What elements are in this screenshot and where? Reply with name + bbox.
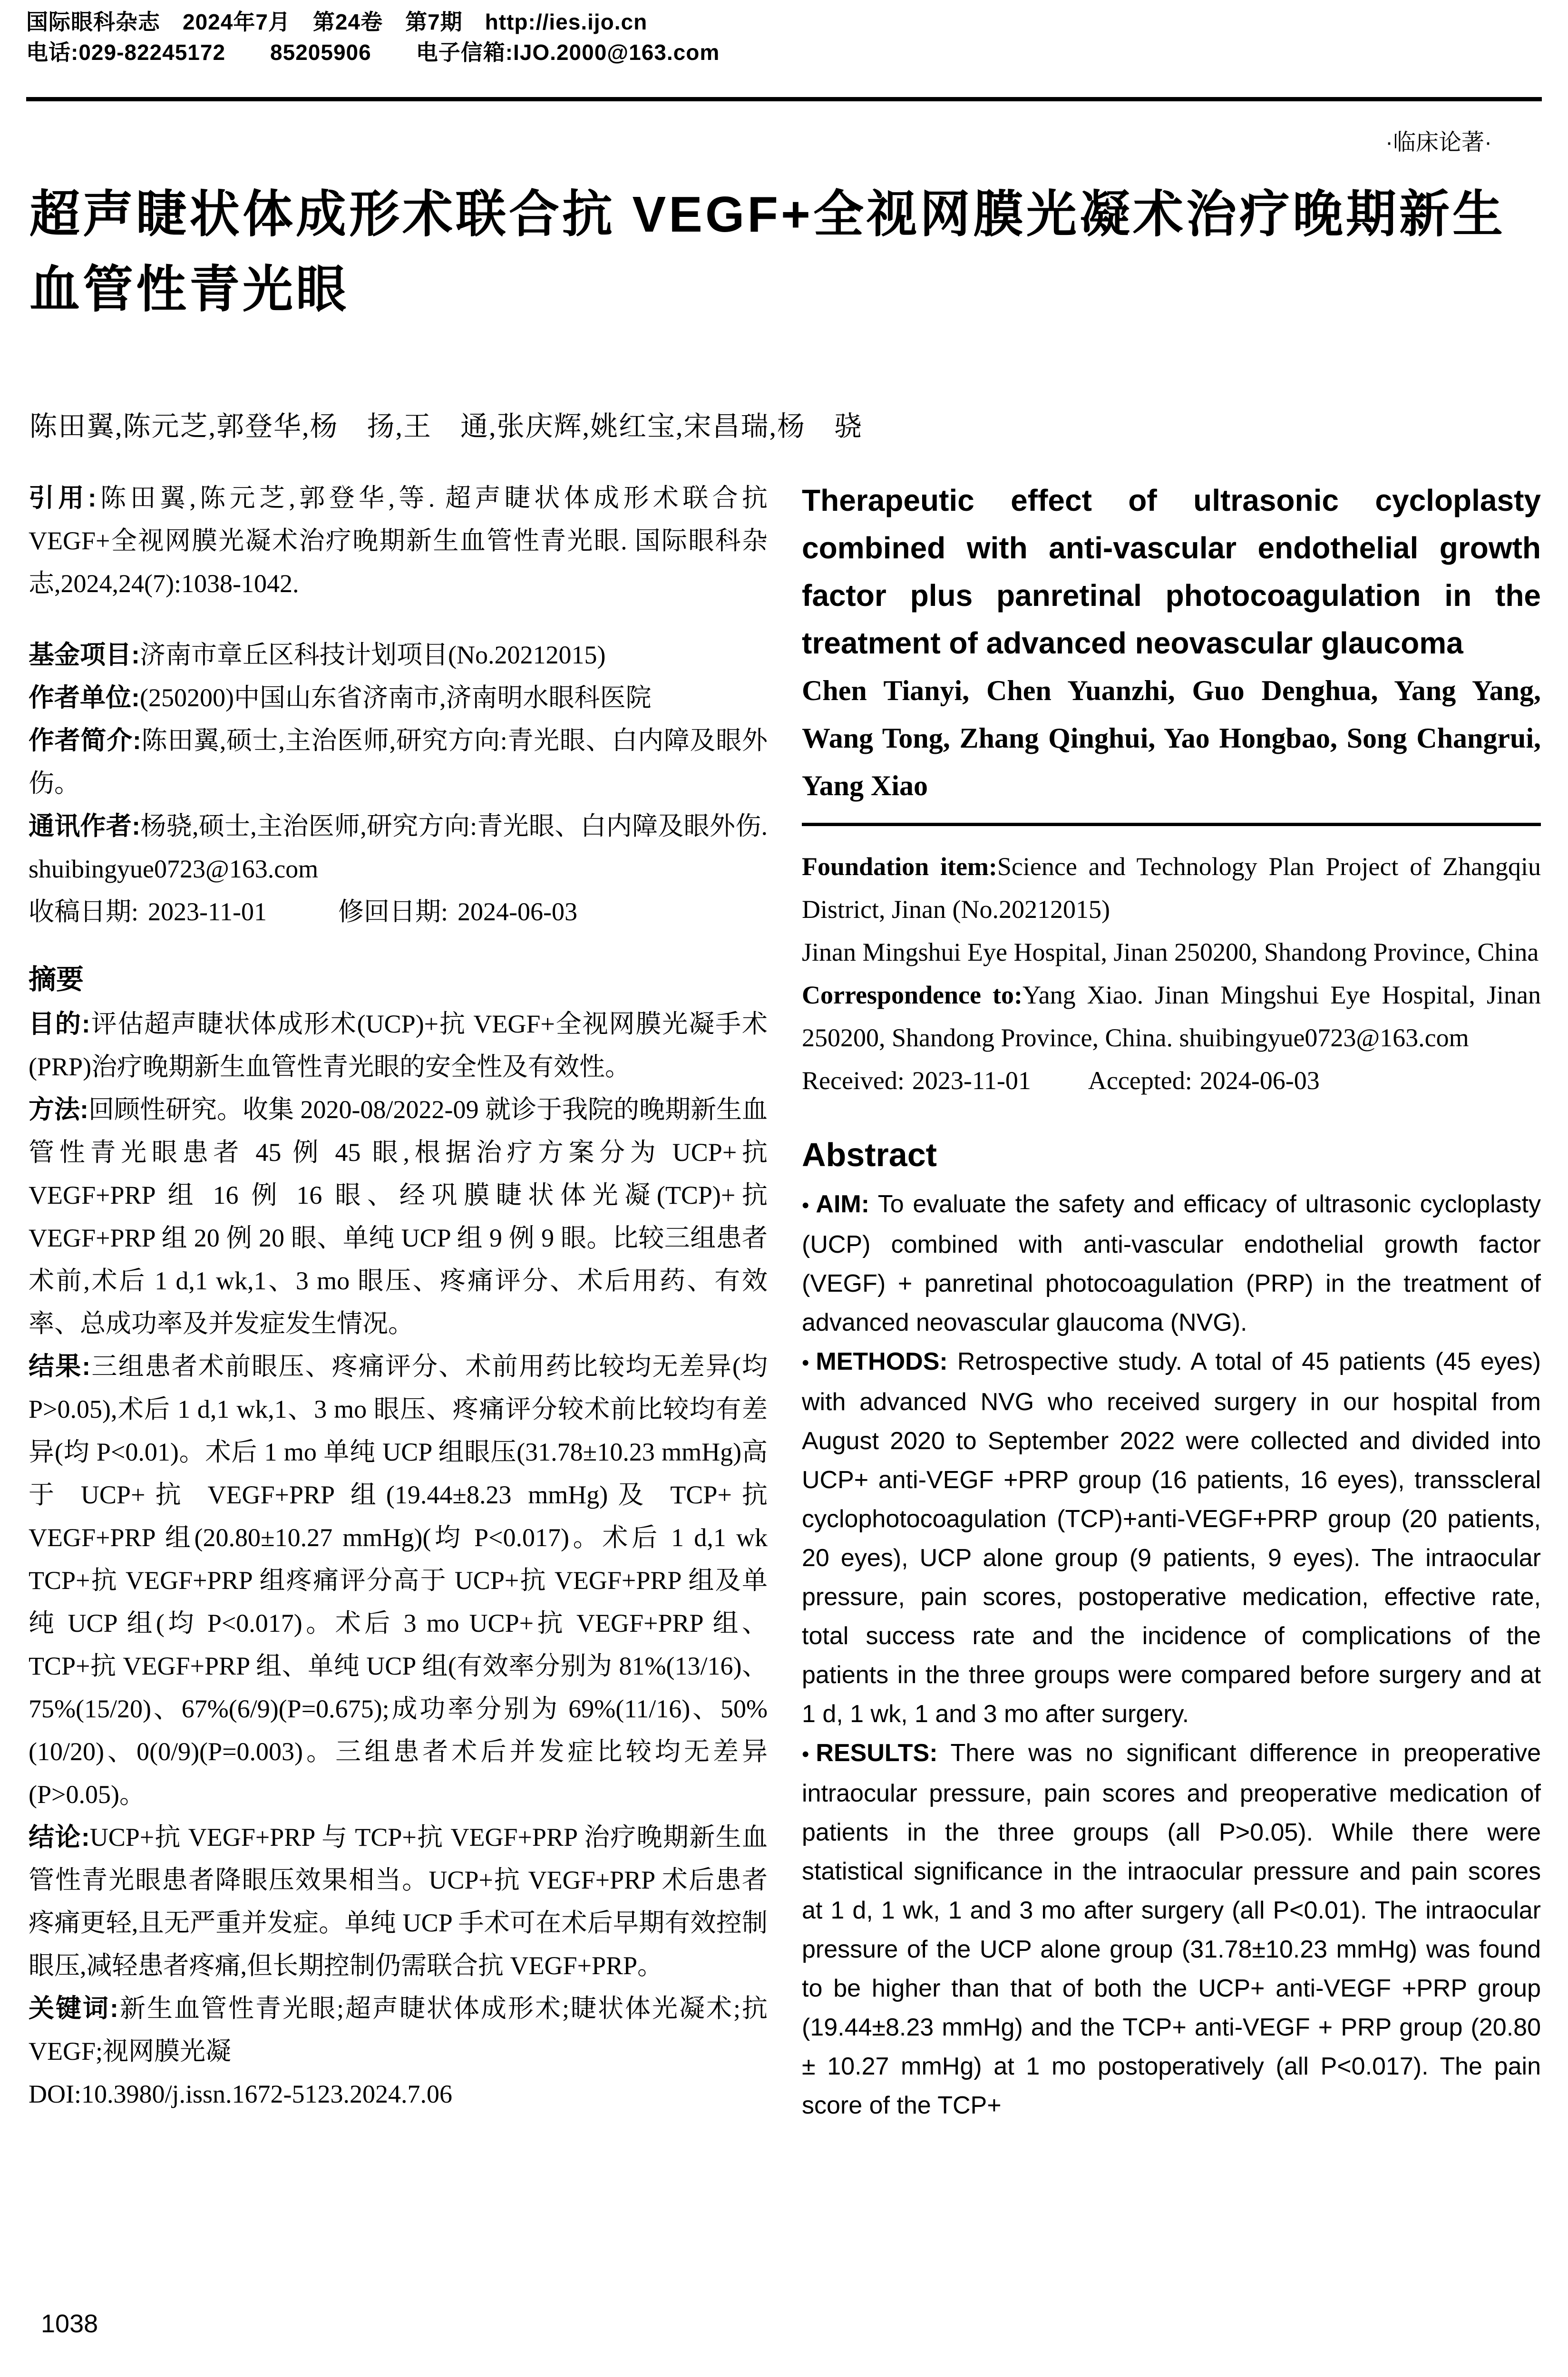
authors-en: Chen Tianyi, Chen Yuanzhi, Guo Denghua, Yang Yang, Wang Tong, Zhang Qinghui, Yao Hongbao, Song Changrui, Yang Xiao [802,675,1541,801]
methods-paragraph-cn [29,1088,768,1345]
citation-label: 引用: [29,484,97,512]
accepted-label-en: Accepted: [1088,1066,1192,1095]
article-title-cn: 超声睫状体成形术联合抗 VEGF+全视网膜光凝术治疗晚期新生血管性青光眼 [29,186,1506,318]
journal-masthead: 国际眼科杂志 2024年7月 第24卷 第7期 http://ies.ijo.cn [26,10,648,34]
keywords-label-cn: 关键词: [29,1994,118,2023]
article-type-label: ·临床论著· [1385,130,1492,155]
author-bio-paragraph [29,719,768,805]
methods-text-cn: 回顾性研究。收集 2020-08/2022-09 就诊于我院的晚期新生血管性青光眼患者 45 例 45 眼,根据治疗方案分为 UCP+抗 VEGF+PRP 组 16 例 16 眼、经巩膜睫状体光凝(TCP)+抗 VEGF+PRP 组 20 例 20 眼、单纯 UCP 组 9 例 9 眼。比较三组患者术前,术后 1 d,1 wk,1、3 mo 眼压、疼痛评分、术后用药、有效率、总成功率及并发症发生情况。 [29,1095,768,1338]
affiliation-text-cn: (250200)中国山东省济南市,济南明水眼科医院 [139,683,652,712]
dates-line-cn [29,890,768,933]
received-label-cn: 收稿日期: [29,897,139,926]
abstract-heading-en: Abstract [802,1136,937,1173]
methods-paragraph-en [802,1342,1541,1734]
results-paragraph-cn [29,1345,768,1816]
results-paragraph-en [802,1734,1541,2125]
aim-label-en: AIM: [816,1190,870,1218]
citation-paragraph [29,477,768,605]
results-label-cn: 结果: [29,1352,91,1381]
authors-cn: 陈田翼,陈元芝,郭登华,杨 扬,王 通,张庆辉,姚红宝,宋昌瑞,杨 骁 [29,411,863,442]
fund-paragraph [29,633,768,676]
page-header [26,7,1542,68]
journal-contact: 电话:029-82245172 85205906 电子信箱:IJO.2000@163.com [26,40,720,65]
results-label-en: RESULTS: [816,1739,938,1767]
revised-label-cn: 修回日期: [338,897,448,926]
foundation-paragraph [802,845,1541,931]
page-number: 1038 [41,2309,98,2338]
dates-line-en [802,1059,1541,1102]
methods-text-en: Retrospective study. A total of 45 patients (45 eyes) with advanced NVG who received surgery in our hospital from August 2020 to September 2022 were collected and divided into UCP+ anti-VEGF +PRP group (16 patients, 16 eyes), transscleral cyclophotocoagulation (TCP)+anti-VEGF+PRP group (20 patients, 20 eyes), UCP alone group (9 patients, 9 eyes). The intraocular pressure, pain scores, postoperative medication, effective rate, total success rate and the incidence of complications of the patients in the three groups were compared before surgery and at 1 d, 1 wk, 1 and 3 mo after surgery. [802,1348,1541,1728]
fund-label: 基金项目: [29,641,140,669]
abstract-heading-cn: 摘要 [29,964,84,995]
foundation-label: Foundation item: [802,852,997,881]
doi-line [29,2073,768,2115]
affiliation-paragraph-cn [29,676,768,719]
conclusion-text-cn: UCP+抗 VEGF+PRP 与 TCP+抗 VEGF+PRP 治疗晚期新生血管性青光眼患者降眼压效果相当。UCP+抗 VEGF+PRP 术后患者疼痛更轻,且无严重并发症。单纯 UCP 手术可在术后早期有效控制眼压,减轻患者疼痛,但长期控制仍需联合抗 VEGF+PRP。 [29,1823,768,1980]
methods-label-en: METHODS: [816,1348,948,1375]
conclusion-label-cn: 结论: [29,1823,90,1851]
foundation-text: Science and Technology Plan Project of Zhangqiu District, Jinan (No.20212015) [802,852,1541,924]
left-column [29,477,768,2320]
correspondence-paragraph-en [802,974,1541,1059]
received-label-en: Received: [802,1066,905,1095]
results-text-en: There was no significant difference in preoperative intraocular pressure, pain scores and preoperative medication of patients in the three groups (all P>0.05). While there were statistical significance in the intraocular pressure and pain scores at 1 d, 1 wk, 1 and 3 mo after surgery (all P<0.01). The intraocular pressure of the UCP alone group (31.78±10.23 mmHg) was found to be higher than that of both the UCP+ anti-VEGF +PRP group (19.44±8.23 mmHg) and the TCP+ anti-VEGF + PRP group (20.80 ± 10.27 mmHg) at 1 mo postoperatively (all P<0.017). The pain score of the TCP+ [802,1739,1541,2119]
spacer [29,605,768,633]
page-footer [41,2309,98,2338]
spacer [29,933,768,957]
accepted-date-en: 2024-06-03 [1199,1066,1320,1095]
aim-text-en: To evaluate the safety and efficacy of ultrasonic cycloplasty (UCP) combined with anti-vascular endothelial growth factor (VEGF) + panretinal photocoagulation (PRP) in the treatment of advanced neovascular glaucoma (NVG). [802,1190,1541,1336]
correspondence-text-cn: 杨骁,硕士,主治医师,研究方向:青光眼、白内障及眼外伤. shuibingyue0723@163.com [29,812,768,883]
two-column-body [29,477,1541,2320]
methods-label-cn: 方法: [29,1095,88,1124]
correspondence-text-en: Yang Xiao. Jinan Mingshui Eye Hospital, Jinan 250200, Shandong Province, China. shuibingyue0723@163.com [802,981,1541,1052]
aim-text-cn: 评估超声睫状体成形术(UCP)+抗 VEGF+全视网膜光凝手术(PRP)治疗晚期新生血管性青光眼的安全性及有效性。 [29,1010,768,1081]
article-title-en: Therapeutic effect of ultrasonic cycloplasty combined with anti-vascular endothelial growth factor plus panretinal photocoagulation in the treatment of advanced neovascular glaucoma [802,483,1541,660]
keywords-text-cn: 新生血管性青光眼;超声睫状体成形术;睫状体光凝术;抗 VEGF;视网膜光凝 [29,1994,768,2065]
correspondence-label-en: Correspondence to: [802,981,1023,1009]
correspondence-paragraph-cn [29,805,768,890]
author-bio-label: 作者简介: [29,726,141,755]
received-date-cn: 2023-11-01 [148,897,267,926]
fund-text: 济南市章丘区科技计划项目(No.20212015) [139,641,606,669]
header-divider [26,97,1542,101]
aim-paragraph-en [802,1185,1541,1342]
doi-label: DOI: [29,2080,81,2108]
bullet-icon: • [802,1743,809,1766]
aim-label-cn: 目的: [29,1010,90,1038]
bullet-icon: • [802,1351,809,1374]
results-text-cn: 三组患者术前眼压、疼痛评分、术前用药比较均无差异(均 P>0.05),术后 1 d,1 wk,1、3 mo 眼压、疼痛评分较术前比较均有差异(均 P<0.01)。术后 1 mo 单纯 UCP 组眼压(31.78±10.23 mmHg)高于 UCP+抗 VEGF+PRP 组(19.44±8.23 mmHg)及 TCP+抗 VEGF+PRP 组(20.80±10.27 mmHg)(均 P<0.017)。术后 1 d,1 wk TCP+抗 VEGF+PRP 组疼痛评分高于 UCP+抗 VEGF+PRP 组及单纯 UCP 组(均 P<0.017)。术后 3 mo UCP+抗 VEGF+PRP 组、TCP+抗 VEGF+PRP 组、单纯 UCP 组(有效率分别为 81%(13/16)、75%(15/20)、67%(6/9)(P=0.675);成功率分别为 69%(11/16)、50%(10/20)、0(0/9)(P=0.003)。三组患者术后并发症比较均无差异(P>0.05)。 [29,1352,768,1809]
aim-paragraph-cn [29,1003,768,1088]
revised-date-cn: 2024-06-03 [458,897,577,926]
keywords-paragraph-cn [29,1987,768,2073]
affiliation-label-cn: 作者单位: [29,683,140,712]
received-date-en: 2023-11-01 [912,1066,1031,1095]
doi-text: 10.3980/j.issn.1672-5123.2024.7.06 [81,2080,453,2108]
bullet-icon: • [802,1194,809,1217]
citation-text: 陈田翼,陈元芝,郭登华,等. 超声睫状体成形术联合抗 VEGF+全视网膜光凝术治疗晚期新生血管性青光眼. 国际眼科杂志,2024,24(7):1038-1042. [29,484,768,598]
conclusion-paragraph-cn [29,1816,768,1987]
author-bio-text: 陈田翼,硕士,主治医师,研究方向:青光眼、白内障及眼外伤。 [29,726,768,798]
column-divider [802,823,1541,826]
right-column [802,477,1541,2320]
affiliation-paragraph-en: Jinan Mingshui Eye Hospital, Jinan 250200, Shandong Province, China [802,938,1539,966]
correspondence-label-cn: 通讯作者: [29,812,141,840]
